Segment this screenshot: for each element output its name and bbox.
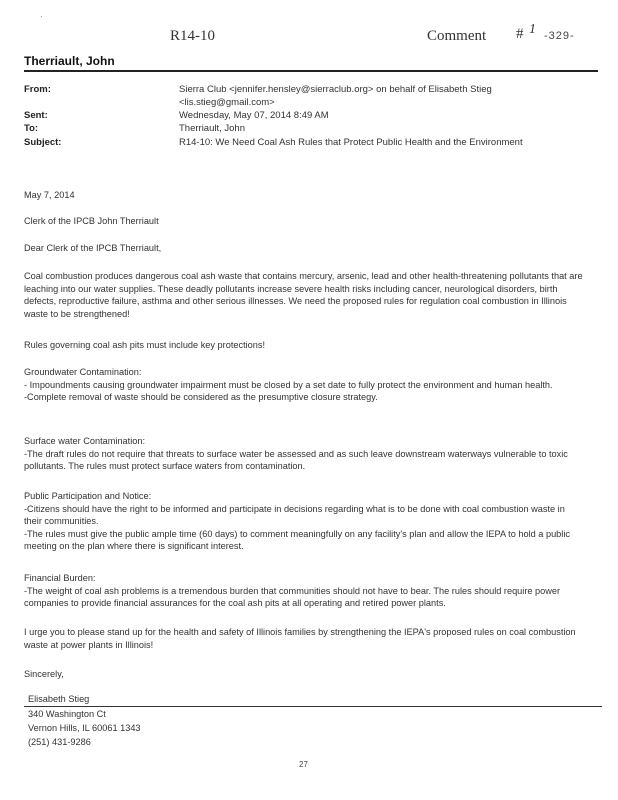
sent-value: Wednesday, May 07, 2014 8:49 AM [179,110,329,121]
docket-stamp: R14-10 [170,28,215,44]
public-participation-heading: Public Participation and Notice: [24,491,152,501]
signature-address-street: 340 Washington Ct [28,709,106,719]
groundwater-point-2: -Complete removal of waste should be considered as the presumptive closure strategy. [24,392,378,403]
financial-burden-heading: Financial Burden: [24,573,96,583]
paragraph-intro: Coal combustion produces dangerous coal ash waste that contains mercury, arsenic, lead and other health-threatening pollutants that are leaching into our water supplies. These deadly pollutants increase severe health risks including cancer, neurological disorders, birth defects, reproductive failure, asthma and other serious illnesses. We need the proposed rules for regulation coal combustion in Illinois waste to be strengthened! [24,271,583,319]
section-financial-burden [24,572,584,610]
from-label: From: [24,84,51,95]
section-public-participation [24,490,584,553]
sent-label: Sent: [24,110,48,121]
sender-name: Therriault, John [24,54,115,68]
groundwater-point-1: - Impoundments causing groundwater impairment must be closed by a set date to fully protect the environment and human health. [24,379,553,390]
public-participation-point-2: -The rules must give the public ample time (60 days) to comment meaningfully on any facility's plan and allow the IEPA to hold a public meeting on the plan where there is significant interest. [24,528,570,552]
signature-name: Elisabeth Stieg [28,694,90,704]
groundwater-heading: Groundwater Contamination: [24,367,142,377]
handwritten-code: -329- [544,30,575,42]
letter-greeting: Dear Clerk of the IPCB Therriault, [24,243,162,253]
section-groundwater [24,366,584,404]
to-label: To: [24,123,39,134]
paragraph-closing: I urge you to please stand up for the health and safety of Illinois families by strengthening the IEPA's proposed rules on coal combustion waste at power plants in Illinois! [24,627,576,650]
signature-address-city: Vernon Hills, IL 60061 1343 [28,723,141,733]
letter-signoff: Sincerely, [24,669,64,679]
page-number: 27 [299,760,308,769]
comment-stamp: Comment [427,28,487,44]
letter-recipient: Clerk of the IPCB John Therriault [24,216,159,226]
signature-rule [24,706,602,707]
signature-phone: (251) 431-9286 [28,737,91,747]
scan-mark: · [40,12,43,21]
paragraph-protections: Rules governing coal ash pits must include key protections! [24,340,266,350]
surface-water-point-1: -The draft rules do not require that threats to surface water be assessed and as such leave downstream waterways vulnerable to toxic pollutants. The rules must protect surface waters from contamination. [24,448,568,472]
subject-label: Subject: [24,137,62,148]
header-rule [24,70,598,72]
to-value: Therriault, John [179,123,246,134]
from-value: Sierra Club <jennifer.hensley@sierraclub.org> on behalf of Elisabeth Stieg [179,84,492,95]
from-value-email: <lis.stieg@gmail.com> [179,97,275,108]
surface-water-heading: Surface water Contamination: [24,436,146,446]
letter-date: May 7, 2014 [24,190,75,200]
subject-value: R14-10: We Need Coal Ash Rules that Protect Public Health and the Environment [179,137,523,148]
handwritten-number: 1 [529,22,536,37]
section-surface-water [24,435,584,473]
financial-burden-point-1: -The weight of coal ash problems is a tremendous burden that communities should not have to bear. The rules should require power companies to provide financial assurances for the coal ash pits at all operating and retired power plants. [24,585,561,609]
public-participation-point-1: -Citizens should have the right to be informed and participate in decisions regarding what is to be done with coal combustion waste in their communities. [24,503,565,527]
hash-mark: # [516,26,524,42]
